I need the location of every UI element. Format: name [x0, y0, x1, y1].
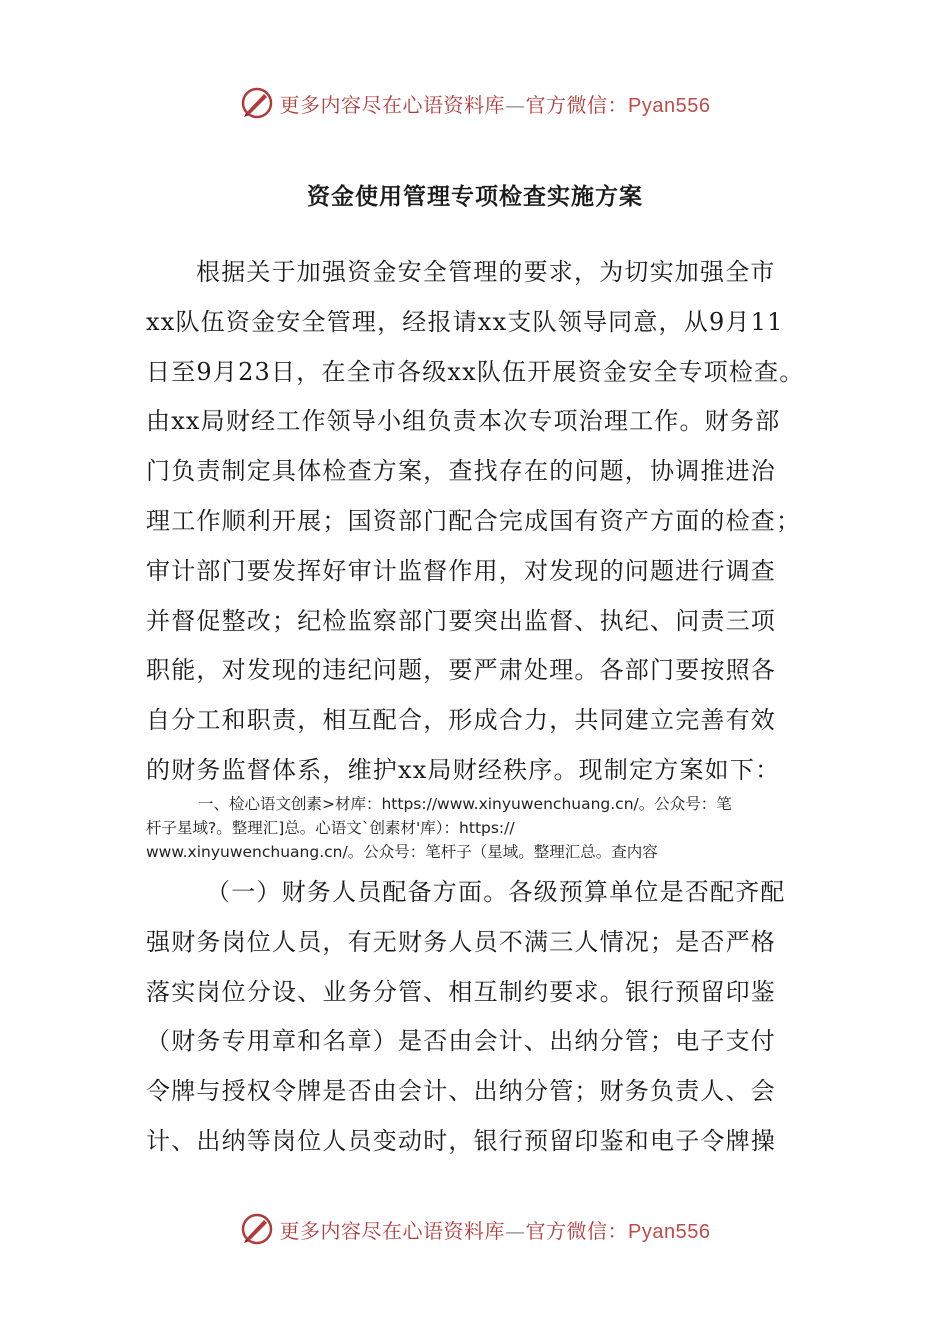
- paragraph-line: 计、出纳等岗位人员变动时，银行预留印鉴和电子令牌操: [146, 1126, 776, 1155]
- watermark-text: [280, 1215, 711, 1244]
- footer-watermark-banner: [0, 1204, 950, 1254]
- paragraph-line: 根据关于加强资金安全管理的要求，为切实加强全市: [196, 258, 776, 286]
- document-title: 资金使用管理专项检查实施方案: [307, 184, 643, 210]
- paragraph-line: 日至9月23日，在全市各级xx队伍开展资金安全专项检查。: [146, 357, 805, 386]
- note-line: 杆子星域?。整理汇]总。心语文`创素材'库）：https://: [146, 819, 515, 837]
- paragraph-line: 的财务监督体系，维护xx局财经秩序。现制定方案如下：: [146, 755, 781, 784]
- note-line: www.xinyuwenchuang.cn/。公众号：笔杆子（星域。整理汇总。查内容: [146, 843, 658, 861]
- watermark-wechat-id: Pyan556: [628, 94, 711, 117]
- watermark-wechat-label: 官方微信：: [525, 92, 629, 117]
- paragraph-line: 自分工和职责，相互配合，形成合力，共同建立完善有效: [146, 706, 776, 735]
- paragraph-line: 门负责制定具体检查方案，查找存在的问题，协调推进治: [146, 457, 776, 486]
- pen-logo-icon: [240, 86, 274, 120]
- paragraph-line: 理工作顺利开展；国资部门配合完成国有资产方面的检查；: [146, 506, 802, 535]
- paragraph-line: （财务专用章和名章）是否由会计、出纳分管；电子支付: [146, 1027, 776, 1056]
- watermark-wechat-label: 官方微信：: [525, 1218, 629, 1243]
- section-one-paragraph: [146, 872, 826, 1171]
- paragraph-line: 由xx局财经工作领导小组负责本次专项治理工作。财务部: [146, 407, 781, 436]
- note-line: 一、检心语文创素>材库：https://www.xinyuwenchuang.cn/。公众号：笔: [198, 795, 732, 813]
- paragraph-line: 强财务岗位人员，有无财务人员不满三人情况；是否严格: [146, 927, 776, 956]
- header-watermark-banner: [0, 78, 950, 128]
- paragraph-line: （一）财务人员配备方面。各级预算单位是否配齐配: [206, 878, 786, 906]
- paragraph-line: 审计部门要发挥好审计监督作用，对发现的问题进行调查: [146, 556, 776, 585]
- watermark-separator: —: [505, 92, 526, 117]
- watermark-site-text: 更多内容尽在心语资料库: [279, 92, 506, 117]
- paragraph-line: 并督促整改；纪检监察部门要突出监督、执纪、问责三项: [146, 606, 776, 635]
- inserted-note: [146, 792, 806, 864]
- watermark-text: [280, 89, 711, 118]
- watermark-site-text: 更多内容尽在心语资料库: [279, 1218, 506, 1243]
- watermark-wechat-id: Pyan556: [628, 1220, 711, 1243]
- paragraph-line: 令牌与授权令牌是否由会计、出纳分管；财务负责人、会: [146, 1077, 776, 1106]
- paragraph-line: xx队伍资金安全管理，经报请xx支队领导同意，从9月11: [146, 307, 784, 336]
- pen-logo-icon: [240, 1212, 274, 1246]
- paragraph-line: 职能，对发现的违纪问题，要严肃处理。各部门要按照各: [146, 656, 776, 685]
- watermark-separator: —: [505, 1218, 526, 1243]
- paragraph-line: 落实岗位分设、业务分管、相互制约要求。银行预留印鉴: [146, 977, 776, 1006]
- intro-paragraph: [146, 252, 826, 800]
